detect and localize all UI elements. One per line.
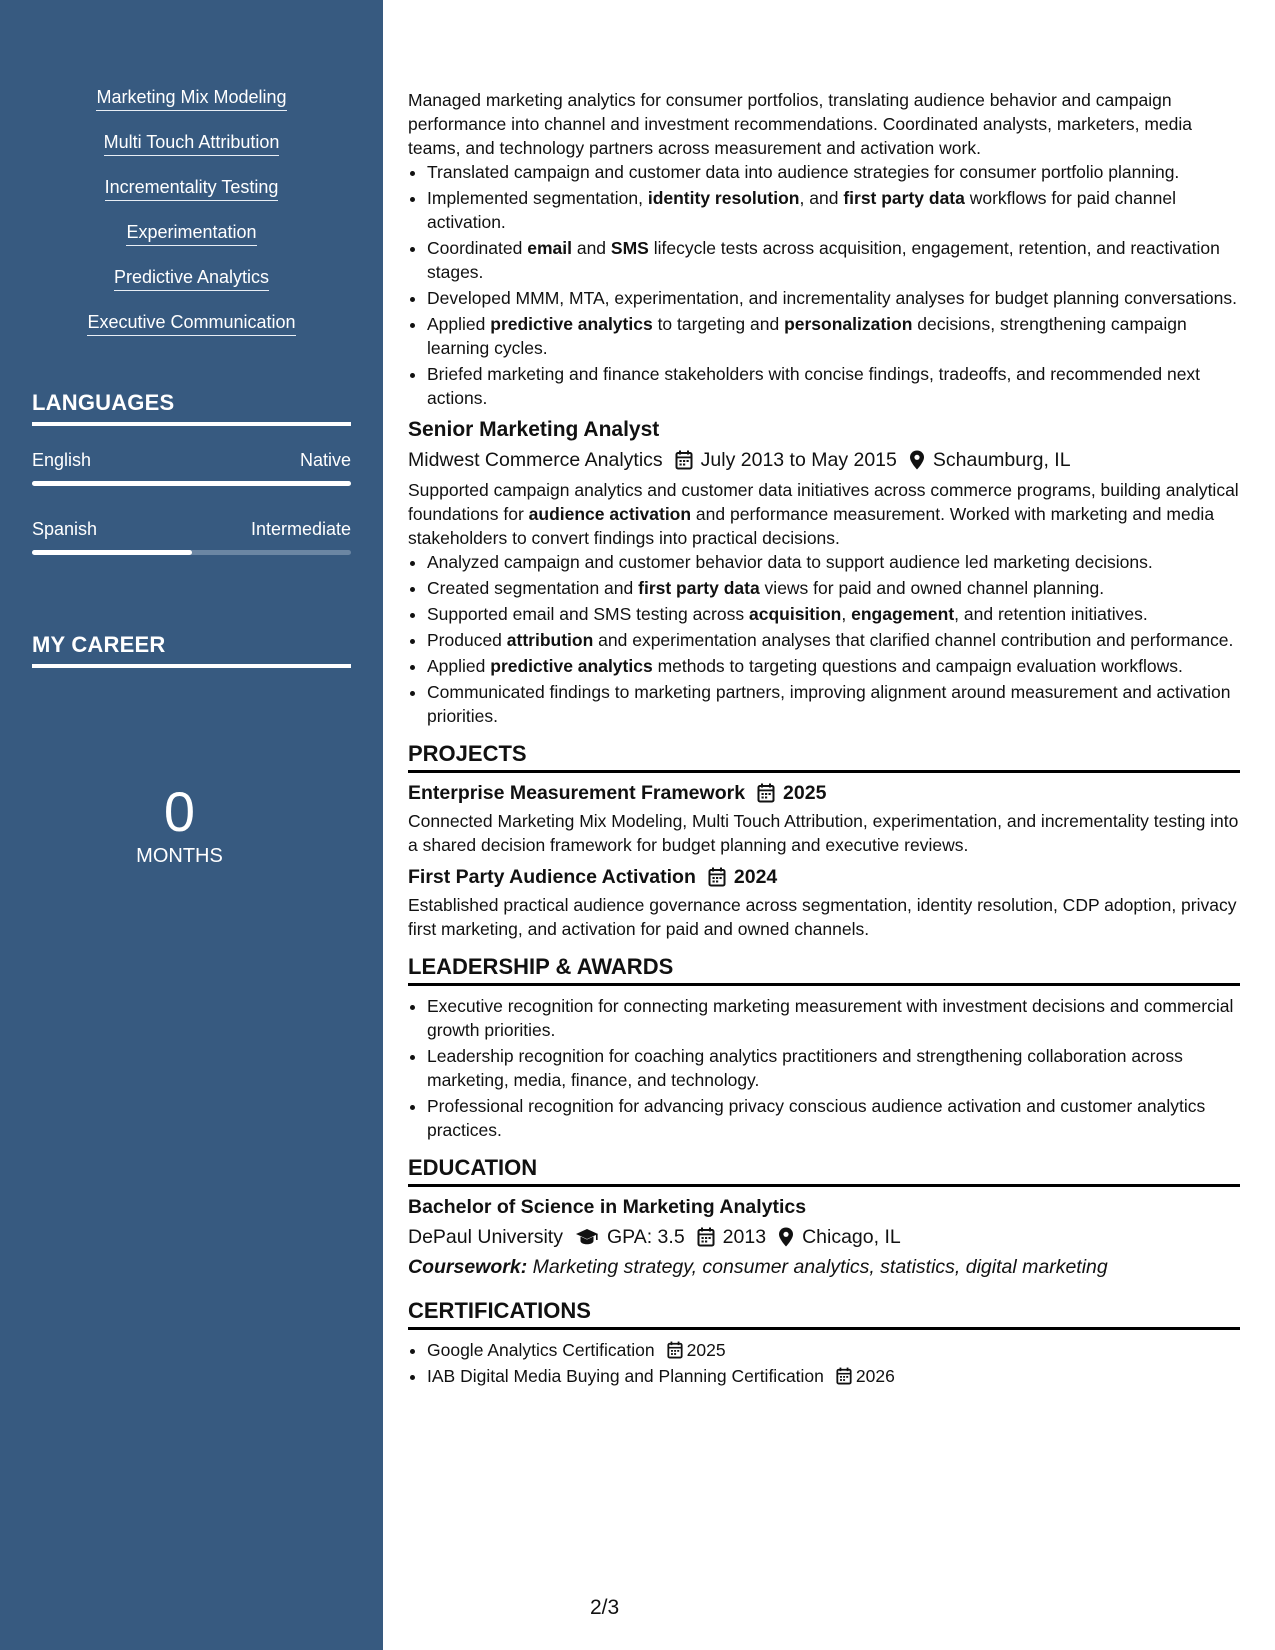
skill-tag: Executive Communication — [87, 311, 295, 336]
bullet-item: • Developed MMM, MTA, experimentation, and incrementality analyses for budget planning conversations. — [427, 286, 1240, 310]
skill-tag: Marketing Mix Modeling — [96, 86, 286, 111]
language-proficiency-fill — [32, 481, 351, 486]
awards-heading: LEADERSHIP & AWARDS — [408, 955, 1240, 986]
award-item: • Professional recognition for advancing privacy conscious audience activation and customer analytics practices. — [427, 1094, 1240, 1142]
school-name: DePaul University — [408, 1226, 563, 1248]
awards-list — [408, 994, 1240, 1142]
education-heading: EDUCATION — [408, 1156, 1240, 1187]
job-location: Schaumburg, IL — [932, 449, 1071, 471]
coursework — [408, 1255, 1240, 1279]
language-proficiency-fill — [32, 550, 192, 555]
education-meta — [408, 1225, 1240, 1249]
emphasized-keyword: SMS — [610, 238, 649, 258]
project-item — [408, 781, 1240, 857]
emphasized-keyword: email — [527, 238, 572, 258]
certification-year: 2025 — [686, 1340, 726, 1360]
graduation-cap-icon — [575, 1228, 599, 1246]
calendar-icon — [836, 1367, 852, 1385]
skill-tag: Experimentation — [126, 221, 256, 246]
bullet-item: • Applied predictive analytics to targeting and personalization decisions, strengthening campaign learning cycles. — [427, 312, 1240, 360]
location-pin-icon — [778, 1227, 794, 1247]
language-row — [32, 450, 351, 471]
bullet-item: • Implemented segmentation, identity resolution, and first party data workflows for paid channel activation. — [427, 186, 1240, 234]
skills-list — [0, 86, 383, 356]
project-description: Established practical audience governance across segmentation, identity resolution, CDP adoption, privacy first marketing, and activation for paid and owned channels. — [408, 895, 1237, 939]
emphasized-keyword: personalization — [784, 314, 913, 334]
emphasized-keyword: first party data — [638, 578, 760, 598]
emphasized-keyword: identity resolution — [647, 188, 800, 208]
career-months-unit: MONTHS — [136, 845, 223, 867]
project-description: Connected Marketing Mix Modeling, Multi Touch Attribution, experimentation, and incrementality testing into a shared decision framework for budget planning and executive reviews. — [408, 811, 1239, 855]
certification-year: 2026 — [855, 1366, 895, 1386]
school-location: Chicago, IL — [802, 1226, 901, 1248]
degree-title: Bachelor of Science in Marketing Analytics — [408, 1196, 807, 1218]
job-bullets — [408, 160, 1240, 410]
bullet-item: • Coordinated email and SMS lifecycle tests across acquisition, engagement, retention, and reactivation stages. — [427, 236, 1240, 284]
job-title: Senior Marketing Analyst — [408, 418, 660, 441]
certifications-list — [408, 1338, 1240, 1388]
job-summary: Managed marketing analytics for consumer portfolios, translating audience behavior and campaign performance into channel and investment recommendations. Coordinated analysts, marketers, media teams, and technology partners across measurement and activation work. — [408, 90, 1193, 158]
calendar-icon — [697, 1227, 715, 1247]
gpa: GPA: 3.5 — [606, 1226, 685, 1248]
coursework-text: Marketing strategy, consumer analytics, statistics, digital marketing — [532, 1256, 1108, 1278]
bullet-item: • Communicated findings to marketing partners, improving alignment around measurement and activation priorities. — [427, 680, 1240, 728]
bullet-item: • Briefed marketing and finance stakeholders with concise findings, tradeoffs, and recommended next actions. — [427, 362, 1240, 410]
calendar-icon — [757, 783, 775, 803]
main-content — [408, 0, 1240, 1390]
skill-tag: Predictive Analytics — [114, 266, 269, 291]
emphasized-keyword: predictive analytics — [490, 656, 653, 676]
project-title: First Party Audience Activation — [408, 866, 696, 888]
location-pin-icon — [909, 450, 925, 470]
language-row — [32, 519, 351, 540]
job-dates: July 2013 to May 2015 — [700, 449, 897, 471]
calendar-icon — [675, 450, 693, 470]
coursework-label: Coursework: — [408, 1256, 528, 1278]
certification-name: • IAB Digital Media Buying and Planning Certification — [427, 1366, 824, 1386]
bullet-item: • Applied predictive analytics methods to targeting questions and campaign evaluation workflows. — [427, 654, 1240, 678]
calendar-icon — [708, 867, 726, 887]
bullet-item: • Created segmentation and first party data views for paid and owned channel planning. — [427, 576, 1240, 600]
bullet-item: • Produced attribution and experimentation analyses that clarified channel contribution and performance. — [427, 628, 1240, 652]
emphasized-keyword: predictive analytics — [490, 314, 653, 334]
certification-name: • Google Analytics Certification — [427, 1340, 655, 1360]
project-item — [408, 865, 1240, 941]
job-meta — [408, 448, 1240, 472]
language-name: English — [32, 450, 92, 470]
emphasized-keyword: acquisition — [748, 604, 842, 624]
page-number: 2/3 — [590, 1596, 620, 1619]
projects-heading: PROJECTS — [408, 742, 1240, 773]
language-name: Spanish — [32, 519, 98, 539]
bullet-item: • Supported email and SMS testing across acquisition, engagement, and retention initiatives. — [427, 602, 1240, 626]
skill-tag: Multi Touch Attribution — [104, 131, 280, 156]
language-proficiency-bar — [32, 481, 351, 486]
award-item: • Executive recognition for connecting marketing measurement with investment decisions and commercial growth priorities. — [427, 994, 1240, 1042]
career-months-value: 0 — [163, 780, 196, 843]
award-item: • Leadership recognition for coaching analytics practitioners and strengthening collaboration across marketing, media, finance, and technology. — [427, 1044, 1240, 1092]
certifications-heading: CERTIFICATIONS — [408, 1299, 1240, 1330]
company-name: Midwest Commerce Analytics — [408, 449, 663, 471]
sidebar — [0, 0, 383, 1650]
language-level: Intermediate — [250, 519, 351, 539]
emphasized-keyword: first party data — [843, 188, 965, 208]
career-heading: MY CAREER — [32, 632, 351, 668]
bullet-item: • Analyzed campaign and customer behavior data to support audience led marketing decisions. — [427, 550, 1240, 574]
bullet-item: • Translated campaign and customer data into audience strategies for consumer portfolio planning. — [427, 160, 1240, 184]
emphasized-keyword: engagement — [851, 604, 955, 624]
languages-heading: LANGUAGES — [32, 390, 351, 426]
job-summary: Supported campaign analytics and customer data initiatives across commerce programs, building analytical foundations for audience activation and performance measurement. Worked with marketing and media stakeholders to convert findings into practical decisions. — [408, 480, 1239, 548]
skill-tag: Incrementality Testing — [105, 176, 279, 201]
project-title: Enterprise Measurement Framework — [408, 782, 746, 804]
language-level: Native — [299, 450, 351, 470]
certification-item — [427, 1338, 1240, 1362]
job-bullets — [408, 550, 1240, 728]
project-year: 2024 — [733, 866, 778, 888]
language-proficiency-bar — [32, 550, 351, 555]
emphasized-keyword: attribution — [506, 630, 594, 650]
certification-item — [427, 1364, 1240, 1388]
calendar-icon — [667, 1341, 683, 1359]
project-year: 2025 — [783, 782, 827, 804]
emphasized-keyword: audience activation — [528, 504, 692, 524]
graduation-year: 2013 — [722, 1226, 767, 1248]
